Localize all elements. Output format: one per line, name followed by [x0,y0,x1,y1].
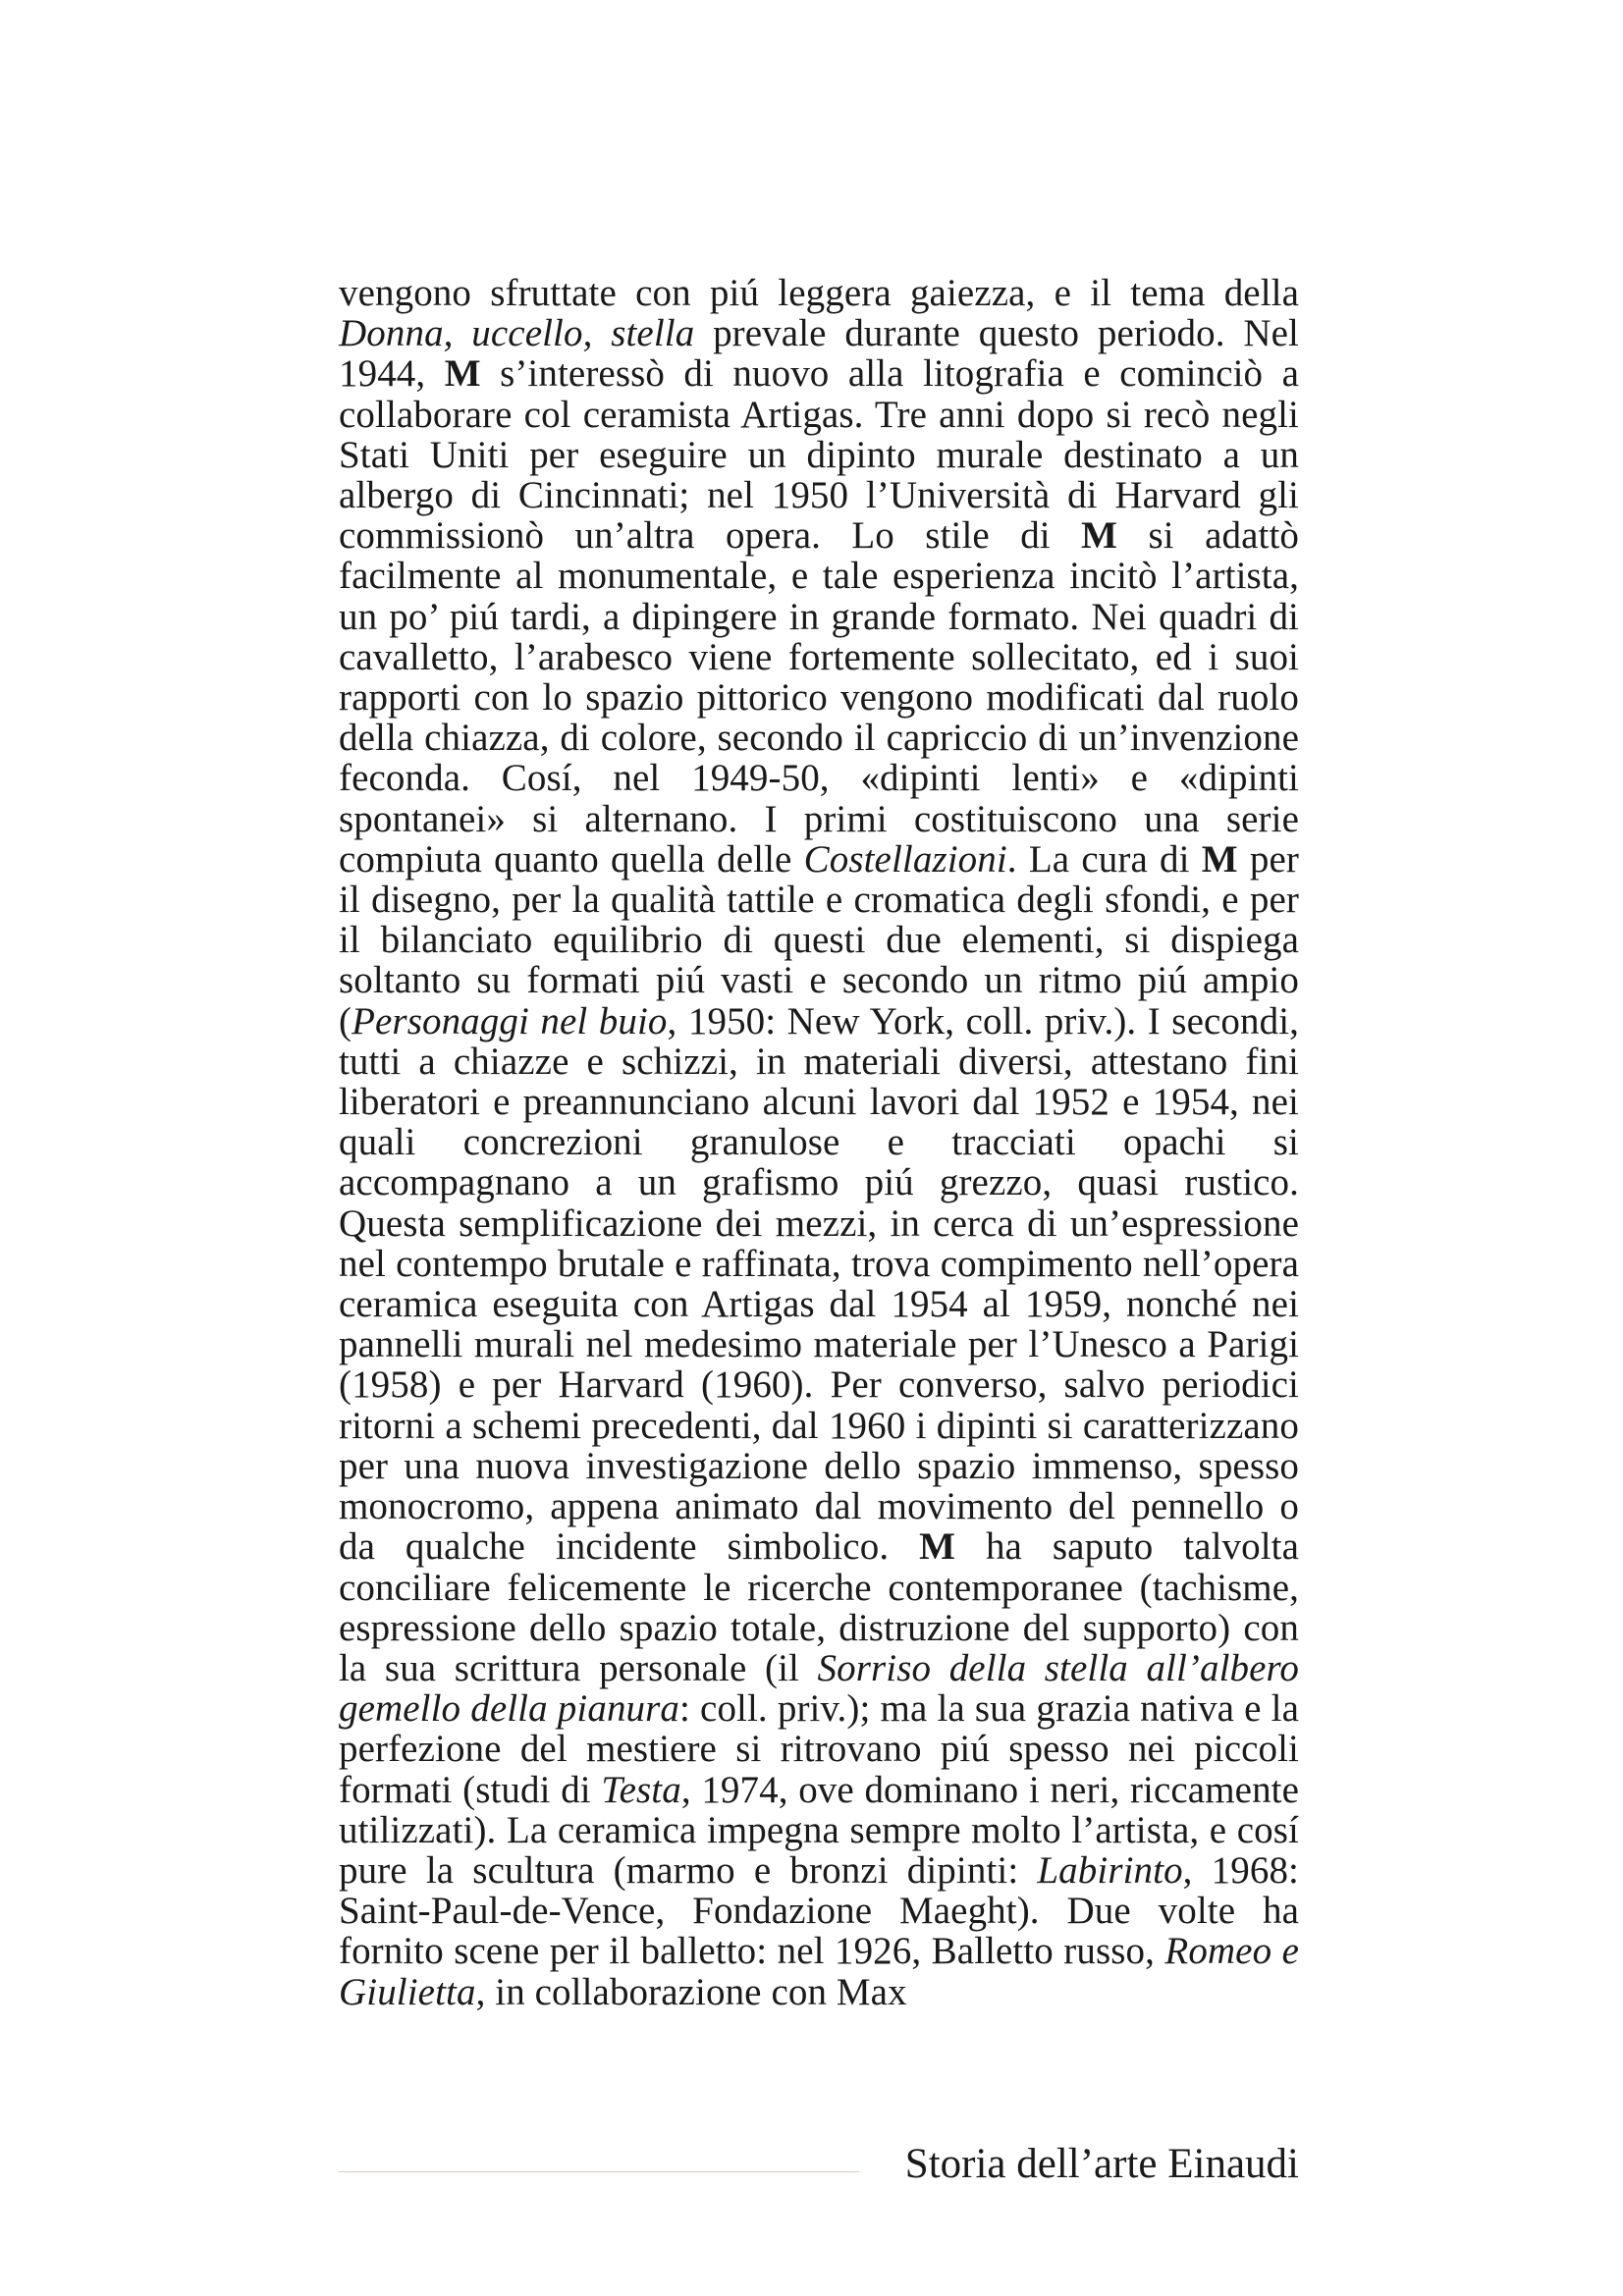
italic-title: Personaggi nel buio [352,999,668,1042]
text-run: , in collaborazione con Max [475,1970,907,2013]
italic-title: Donna, uccello, stella [339,312,695,355]
text-run: per il disegno, per la qualità tattile e cromatica degli sfondi, e per il bilanciato equilibrio di questi due elementi, si dispiega soltanto su formati piú vasti e secondo un ritmo piú ampio ( [339,837,1299,1042]
text-run: vengono sfruttate con piú leggera gaiezza, e il tema della [339,272,1299,314]
text-run: s’interessò di nuovo alla litografia e cominciò a collaborare col ceramista Artigas. Tre anni dopo si recò negli Stati Uniti per eseguire un dipinto murale destinato a un albergo di Cincinnati; nel 1950 l’Università di Harvard gli commissionò un’altra opera. Lo stile di [339,352,1299,558]
text-run: : coll. priv.); ma la sua grazia nativa e la perfezione del mestiere si ritrovano piú spesso nei piccoli formati (studi di [339,1687,1299,1811]
italic-title: Labirinto [1037,1848,1183,1892]
subject-initial: M [444,352,481,396]
italic-title: Romeo e Giulietta [339,1930,1299,2013]
text-run: . La cura di [1006,837,1202,881]
italic-title: Sorriso della stella all’albero gemello della pianura [339,1646,1299,1731]
footer-rule [339,2171,859,2172]
text-run: , 1968: Saint-Paul-de-Vence, Fondazione Maeght). Due volte ha fornito scene per il balletto: nel 1926, Balletto russo, [339,1848,1299,1973]
text-run: , 1950: New York, coll. priv.). I secondi, tutti a chiazze e schizzi, in materiali diversi, attestano fini liberatori e preannunciano alcuni lavori dal 1952 e 1954, nei quali concrezioni granulose e tracciati opachi si accompagnano a un grafismo piú grezzo, quasi rustico. Questa semplificazione dei mezzi, in cerca di un’espressione nel contempo brutale e raffinata, trova compimento nell’opera ceramica eseguita con Artigas dal 1954 al 1959, nonché nei pannelli murali nel medesimo materiale per l’Unesco a Parigi (1958) e per Harvard (1960). Per converso, salvo periodici ritorni a schemi precedenti, dal 1960 i dipinti si caratterizzano per una nuova investigazione dello spazio immenso, spesso monocromo, appena animato dal movimento del pennello o da qualche incidente simbolico. [339,999,1299,1569]
italic-title: Costellazioni [803,837,1007,881]
subject-initial: M [1201,837,1238,881]
body-paragraph [339,273,1299,2012]
subject-initial: M [919,1525,956,1569]
text-run: prevale durante questo periodo. Nel 1944, [339,312,1299,396]
footer-title: Storia dell’arte Einaudi [904,2141,1299,2187]
subject-initial: M [1081,514,1118,558]
text-run: ha saputo talvolta conciliare felicemente le ricerche contemporanee (tachisme, espressione dello spazio totale, distruzione del supporto) con la sua scrittura personale (il [339,1525,1300,1689]
italic-title: Testa [601,1768,681,1811]
text-run: , 1974, ove dominano i neri, riccamente utilizzati). La ceramica impegna sempre molto l’artista, e cosí pure la scultura (marmo e bronzi dipinti: [339,1768,1300,1892]
text-run: si adattò facilmente al monumentale, e tale esperienza incitò l’artista, un po’ piú tardi, a dipingere in grande formato. Nei quadri di cavalletto, l’arabesco viene fortemente sollecitato, ed i suoi rapporti con lo spazio pittorico vengono modificati dal ruolo della chiazza, di colore, secondo il capriccio di un’invenzione feconda. Cosí, nel 1949-50, «dipinti lenti» e «dipinti spontanei» si alternano. I primi costituiscono una serie compiuta quanto quella delle [339,514,1300,881]
